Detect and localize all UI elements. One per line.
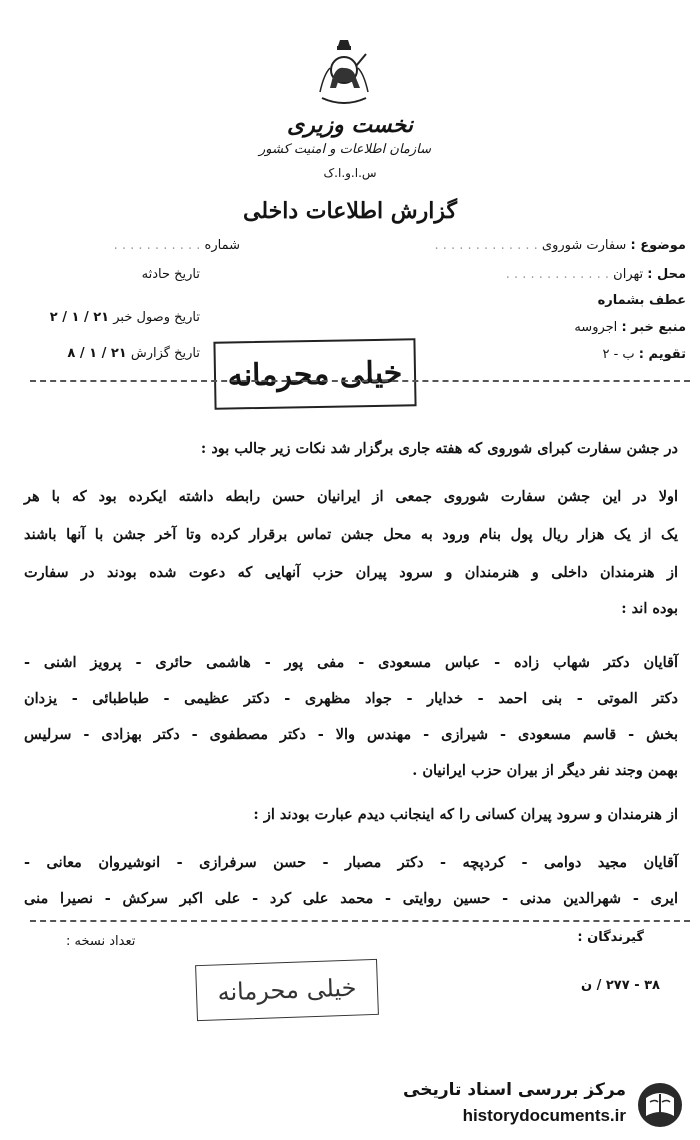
body-line-2: اولا در این جشن سفارت شوروی جمعی از ایرانیان حسن رابطه داشته ایکرده بود که با هر <box>24 488 678 505</box>
watermark-url: historydocuments.ir <box>462 1106 626 1125</box>
field-location-dots: . . . . . . . . . . . . . <box>505 267 610 282</box>
body-line-5: بوده اند : <box>621 600 678 617</box>
field-reference-label: عطف بشماره <box>597 293 686 308</box>
classification-stamp-text: خیلی محرمانه <box>227 354 403 394</box>
field-subject-label: موضوع : <box>630 238 686 253</box>
field-reference <box>598 293 686 308</box>
copies-label: تعداد نسخه : <box>66 934 136 949</box>
field-report-date-value: ۲۱ / ۱ / ۸ <box>67 346 127 361</box>
body-line-1: در جشن سفارت کبرای شوروی که هفته جاری برگزار شد نکات زیر جالب بود : <box>200 440 678 457</box>
field-report-date-label: تاریخ گزارش <box>130 346 200 361</box>
body-line-8: بخش - قاسم مسعودی - شیرازی - مهندس والا - دکتر مصطفوی - دکتر بهزادی - سرلیس <box>24 726 678 743</box>
body-line-3: یک از یک هزار ریال پول بنام ورود به محل جشن تماس برقرار کرده وتا آخر جشن با آنها باشند <box>24 526 678 543</box>
field-number <box>40 238 240 253</box>
field-receipt-date <box>40 310 200 325</box>
report-title: گزارش اطلاعات داخلی <box>243 198 457 224</box>
classification-stamp <box>213 338 416 410</box>
bottom-classification-stamp-text: خیلی محرمانه <box>217 973 357 1007</box>
field-receipt-date-label: تاریخ وصول خبر <box>113 310 200 325</box>
lion-and-sun-emblem-icon <box>312 36 376 110</box>
recipients-label: گیرندگان : <box>577 930 644 945</box>
footer-divider <box>30 920 690 922</box>
field-rating-value: ب - ۲ <box>602 347 635 362</box>
field-subject <box>434 238 686 253</box>
field-incident-date-label: تاریخ حادثه <box>141 267 200 282</box>
header-divider <box>30 380 690 382</box>
body-line-4: از هنرمندان داخلی و هنرمندان و سرود پیران حزب آنهایی که دعوت شده بودند در سفارت <box>24 564 678 581</box>
body-line-12: ایری - شهرالدین مدنی - حسین روایتی - محمد علی کرد - علی اکبر سرکش - نصیرا منی <box>24 890 678 907</box>
bottom-classification-stamp <box>195 959 379 1021</box>
watermark-title: مرکز بررسی اسناد تاریخی <box>403 1080 626 1100</box>
field-location-value: تهران <box>613 267 644 282</box>
field-receipt-date-value: ۲۱ / ۱ / ۲ <box>49 310 110 325</box>
field-number-label: شماره <box>204 238 240 253</box>
body-line-11: آقایان مجید دوامی - کردپچه - دکتر مصبار - حسن سرفرازی - انوشیروان معانی - <box>24 854 678 871</box>
field-subject-dots: . . . . . . . . . . . . . <box>434 238 538 253</box>
field-rating <box>602 347 686 362</box>
body-line-7: دکتر الموتی - بنی احمد - خدایار - جواد مظهری - دکتر عظیمی - طباطبائی - یزدان <box>24 690 678 707</box>
archive-center-logo-icon <box>634 1080 686 1130</box>
field-source-label: منبع خبر : <box>621 320 686 335</box>
field-source <box>574 320 686 335</box>
organization-code: س.ا.و.ا.ک <box>323 166 377 180</box>
field-subject-value: سفارت شوروی <box>541 238 627 253</box>
field-incident-date <box>40 267 200 282</box>
field-number-dots: . . . . . . . . . . . <box>113 238 201 253</box>
organization-sub: سازمان اطلاعات و امنیت کشور <box>258 142 432 157</box>
field-source-value: اجروسه <box>574 320 618 335</box>
organization-main: نخست وزیری <box>287 112 413 138</box>
reference-code: ۳۸ - ۲۷۷ / ن <box>580 978 660 993</box>
body-line-6: آقایان دکتر شهاب زاده - عباس مسعودی - مفی پور - هاشمی حائری - پرویز اشنی - <box>24 654 678 671</box>
body-line-9: بهمن وجند نفر دیگر از بیران حزب ایرانیان . <box>412 762 678 779</box>
field-rating-label: تقویم : <box>638 347 686 362</box>
field-location-label: محل : <box>647 267 686 282</box>
field-location <box>506 267 686 282</box>
body-line-10: از هنرمندان و سرود پیران کسانی را که اینجانب دیدم عبارت بودند از : <box>253 806 678 823</box>
field-report-date <box>40 346 200 361</box>
